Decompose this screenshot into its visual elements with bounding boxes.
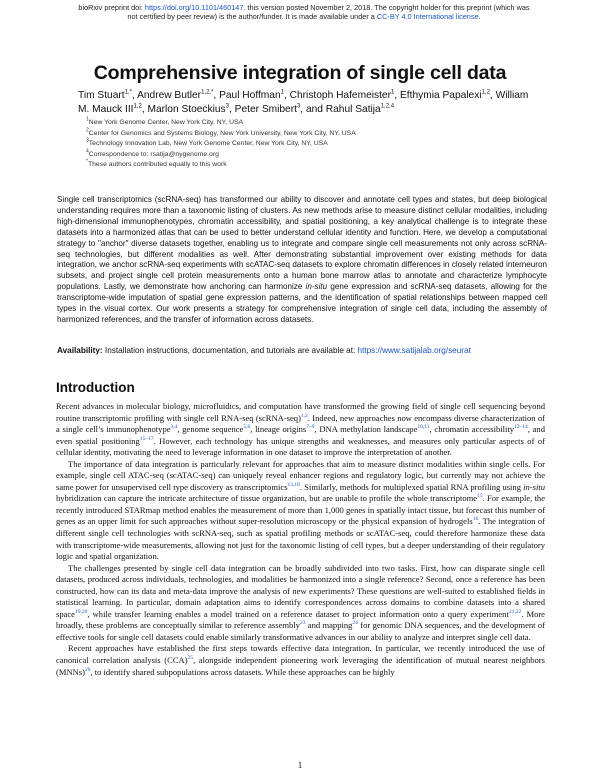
affiliation [86, 118, 526, 129]
body-text: , and even spatial positioning [56, 424, 545, 446]
author-name: Tim Stuart [78, 90, 125, 101]
banner-line-1 [24, 3, 584, 12]
italic-text: in-situ [523, 481, 545, 492]
body-text: . For example, the recently introduced STARmap method enables the measurement of more than 1,000 genes in spatially intact tissue, but forecast this number of genes as an upper limit for such approaches without super-resolution microscopy or the physical expansion of hydrogels [56, 493, 546, 527]
citation-link[interactable]: 25 [187, 655, 194, 662]
affiliation-text: New York Genome Center, New York City, NY, USA [88, 119, 244, 126]
author-list: Tim Stuart$^{1,*}$, Andrew Butler$^{1,2,*}$, Paul Hoffman$^1$, Christoph Hafemeister$^1$, Efthymia Papalexi$^{1,2}$, William M. Mauck III$^{1,2}$, Marlon Stoeckius$^3$, Peter Smibert$^3$, and Rahul Satija$^{1,2,4}$ [78, 89, 529, 115]
body-text: . Indeed, new approaches now encompass diverse characterization of a single cell’s immunophenotype [56, 412, 545, 435]
availability-label: Availability: [57, 346, 103, 355]
affiliation-text: These authors contributed equally to this work [87, 161, 227, 168]
affiliation [86, 150, 526, 161]
citation-link[interactable]: 13,18 [287, 481, 300, 488]
citation-link[interactable]: 23 [299, 620, 306, 627]
section-heading-introduction: Introduction [56, 380, 135, 395]
paper-title: Comprehensive integration of single cell data [93, 62, 507, 84]
body-text: , alongside independent pioneering work leveraging the identification of mutual nearest neighbors (MNNs) [56, 655, 545, 677]
citation-link[interactable]: 10,11 [417, 424, 430, 431]
citation-link[interactable]: 1,2 [300, 412, 308, 419]
paragraph [56, 401, 545, 459]
body-text: , while transfer learning enables a model trained on a reference dataset to project information onto a query experiment [87, 608, 509, 619]
citation-link[interactable]: 3,4 [170, 424, 178, 431]
citation-link[interactable]: 15 [477, 493, 483, 500]
banner-text: . this version posted November 2, 2018. The copyright holder for this preprint (which was [243, 3, 530, 12]
affiliation-marker: 1 [86, 116, 89, 123]
body-text: Recent approaches have established the first steps towards effective data integration. In particular, we recently introduced the use of canonical correlation analysis (CCA) [56, 643, 545, 666]
body-text: for genomic DNA sequences, and the development of effective tools for single cell datasets could enable similarly transformative advances in our ability to analyze and interpret single cell data. [56, 620, 545, 642]
body-text: Recent advances in molecular biology, microfluidics, and computation have transformed the growing field of single cell sequencing beyond routine transcriptomic profiling with single cell RNA-seq (scRNA-seq) [56, 401, 545, 423]
paragraph [56, 459, 545, 563]
body-text: , DNA methylation landscape [314, 424, 418, 435]
affiliation [86, 129, 526, 140]
affiliation-marker: 2 [86, 127, 89, 134]
author-name: Rahul Satija [325, 104, 381, 115]
banner-line-2 [24, 12, 584, 21]
affiliation-text: Technology Innovation Lab, New York Genome Center, New York City, NY, USA [88, 140, 328, 147]
page-number: 1 [297, 760, 303, 770]
affiliation-marker: 3 [86, 137, 89, 144]
author-name: Efthymia Papalexi [400, 90, 482, 101]
author-name: Andrew Butler [137, 90, 202, 101]
banner-text: not certified by peer review) is the author/funder. It is made available under a [127, 12, 377, 21]
author-affiliation-marker: 1,2 [481, 89, 490, 96]
author-affiliation-marker: 1,2,4 [380, 103, 395, 110]
author-affiliation-marker: 1 [280, 89, 284, 96]
body-text: , to identify shared subpopulations across datasets. While these approaches can be highly [90, 666, 395, 677]
body-text: . However, each technology has unique strengths and weaknesses, and measures only particular aspects of of cellular identity, motivating the need to leverage information in one dataset to improve the interpretation of another. [56, 435, 545, 458]
author-name: Paul Hoffman [219, 90, 281, 101]
abstract [57, 195, 547, 326]
affiliation-text: Correspondence to: rsatija@nygenome.org [88, 150, 219, 158]
availability-text: Installation instructions, documentation, and tutorials are available at: [102, 346, 358, 355]
body-text: , chromatin accessibility [429, 424, 515, 435]
citation-link[interactable]: 16 [472, 516, 479, 523]
body-text: . More broadly, these problems are conceptually similar to reference assembly [56, 608, 545, 631]
banner-text: bioRxiv preprint doi: [78, 3, 145, 12]
citation-link[interactable]: 12–14 [514, 424, 528, 431]
citation-link[interactable]: 21,22 [508, 609, 522, 615]
affiliation-list [86, 118, 526, 171]
preprint-banner [24, 3, 584, 21]
citation-link[interactable]: 7–9 [306, 424, 315, 431]
author-affiliation-marker: 1,2,* [201, 89, 214, 96]
availability [57, 346, 547, 355]
body-text: . The integration of different single cell technologies with scRNA-seq, such as spatial profiling methods or scATAC-seq, could therefore harmonize these data with transcriptome-wide measurements, allowing not just for the taxonomic listing of cell types, but a deeper understanding of their regulatory logic and spatial organization. [56, 516, 546, 562]
seurat-link[interactable]: https://www.satijalab.org/seurat [357, 346, 471, 355]
paragraph [56, 643, 545, 678]
banner-text: . [478, 12, 481, 21]
introduction-body [56, 401, 545, 678]
body-text: The importance of data integration is particularly relevant for approaches that aim to measure distinct modalities within single cells. For example, single cell ATAC-seq (scATAC-seq) can uniquely reveal enhancer regions and regulatory logic, but currently may not achieve the same power for unsupervised cell type discovery as transcriptomics [56, 458, 545, 492]
doi-link[interactable]: https://doi.org/10.1101/460147 [144, 3, 244, 12]
author-affiliation-marker: 1,* [124, 89, 132, 96]
body-text: and mapping [305, 620, 353, 631]
affiliation [86, 139, 526, 150]
abstract-italic: in-situ [305, 282, 328, 292]
license-link[interactable]: CC-BY 4.0 International license [376, 12, 479, 21]
abstract-text: gene expression and scRNA-seq datasets, allowing for the transcriptome-wide imputation of spatial gene expression patterns, and the identification of spatial relationships between mapped cell types in the visual cortex. Our work presents a strategy for comprehensive integration of single cell data, including the assembly of harmonized references, and the transfer of information across datasets. [57, 282, 547, 324]
affiliation [86, 160, 526, 171]
author-affiliation-marker: 1,2 [133, 103, 142, 110]
affiliation-marker: * [86, 158, 88, 165]
body-text: . Similarly, methods for multiplexed spatial RNA profiling using [299, 481, 524, 492]
citation-link[interactable]: 26 [84, 666, 91, 673]
citation-link[interactable]: 19,20 [74, 609, 88, 615]
citation-link[interactable]: 15–17 [139, 435, 154, 442]
paragraph [56, 563, 545, 644]
author-name: William M. Mauck III [78, 90, 529, 115]
author-name: Marlon Stoeckius [147, 104, 226, 115]
body-text: , genome sequence [177, 424, 244, 435]
author-affiliation-marker: 3 [225, 103, 229, 110]
affiliation-text: Center for Genomics and Systems Biology, New York University, New York City, NY, USA [88, 129, 356, 137]
author-affiliation-marker: 1 [391, 89, 395, 96]
author-name: Christoph Hafemeister [289, 90, 391, 101]
citation-link[interactable]: 5,6 [243, 424, 251, 431]
author-affiliation-marker: 3 [296, 103, 301, 110]
body-text: , lineage origins [250, 424, 307, 435]
author-name: Peter Smibert [234, 104, 297, 115]
affiliation-marker: 4 [86, 148, 89, 155]
body-text: The challenges presented by single cell data integration can be broadly subdivided into two tasks. First, how can disparate single cell datasets, produced across individuals, technologies, and modalities be harmonized into a single reference? Second, once a reference has been constructed, how can its data and meta-data improve the analysis of new experiments? These questions are well-suited to established fields in statistical learning. In particular, domain adaptation aims to identify correspondences across domains to combine datasets into a shared space [56, 562, 545, 619]
body-text: hybridization can capture the intricate architecture of tissue organization, but are unable to profile the whole transcriptome [56, 493, 478, 504]
abstract-text: Single cell transcriptomics (scRNA-seq) has transformed our ability to discover and annotate cell types and states, but deep biological understanding requires more than a taxonomic listing of clusters. As new methods arise to measure distinct cellular modalities, including high-dimensional immunophenotypes, chromatin accessibility, and spatial positioning, a key analytical challenge is to integrate these datasets into a harmonized atlas that can be used to better understand cellular identity and function. Here, we develop a computational strategy to "anchor" diverse datasets together, enabling us to integrate and compare single cell measurements not only across scRNA-seq technologies, but different modalities as well. After demonstrating substantial improvement over existing methods for data integration, we anchor scRNA-seq experiments with scATAC-seq datasets to explore chromatin differences in closely related interneuron subsets, and project single cell protein measurements onto a human bone marrow atlas to annotate and characterize lymphocyte populations. Lastly, we demonstrate how anchoring can harmonize [57, 195, 547, 292]
citation-link[interactable]: 24 [352, 620, 358, 627]
